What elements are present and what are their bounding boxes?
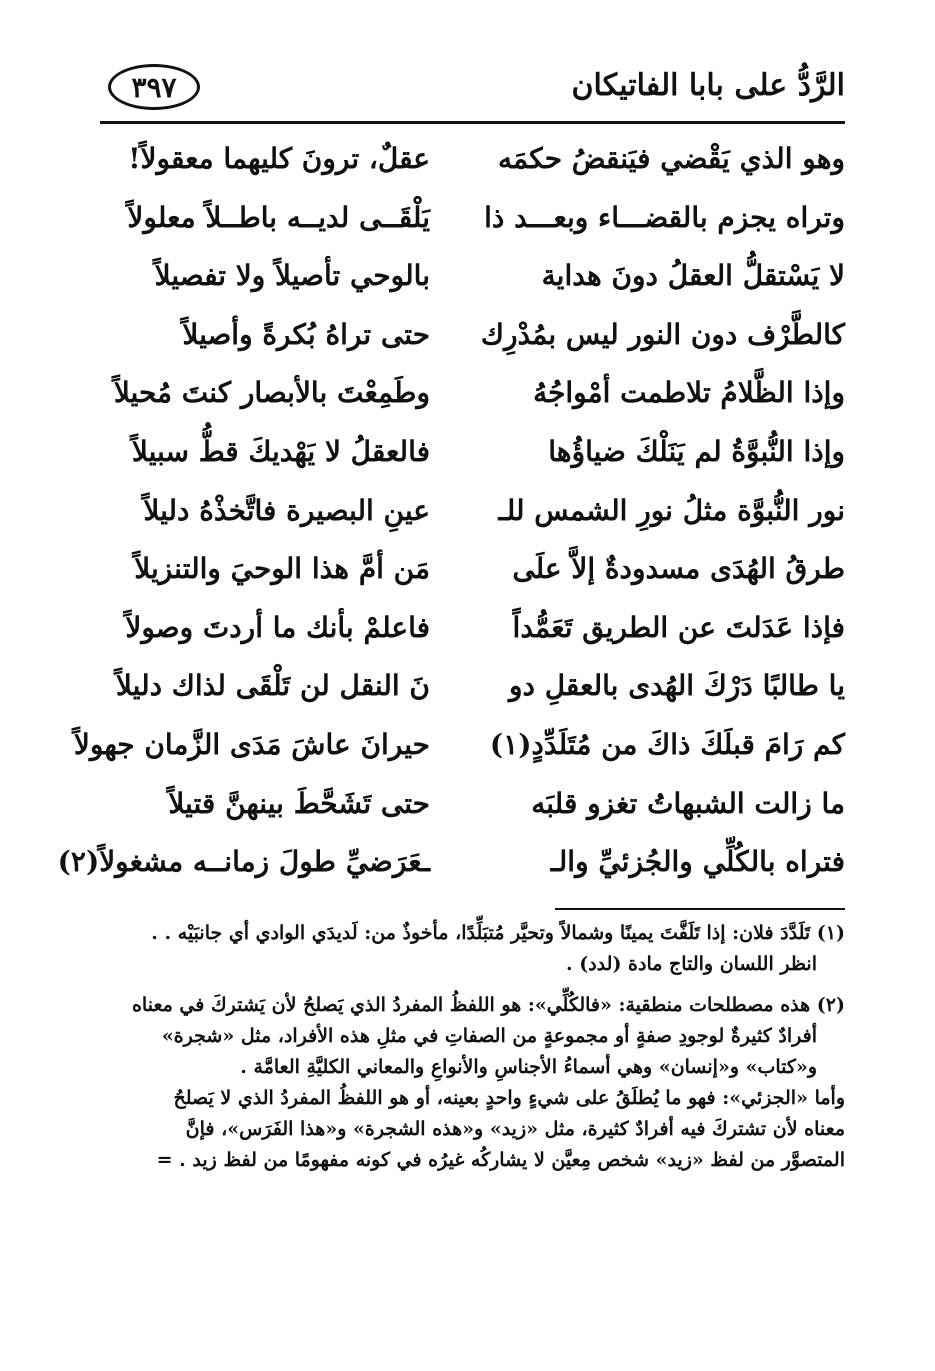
verse-first-hemistich: فإذا عَدَلتَ عن الطريق تَعَمُّداً bbox=[512, 610, 845, 644]
page-number: ٣٩٧ bbox=[108, 64, 200, 110]
verse-second-hemistich: نَ النقل لن تَلْقَى لذاك دليلاً bbox=[115, 669, 430, 703]
verse-second-hemistich: حتى تَشَحَّطَ بينهنَّ قتيلاً bbox=[168, 786, 430, 820]
verse-first-hemistich: لا يَسْتقلُّ العقلُ دونَ هداية bbox=[541, 259, 845, 293]
verse-second-hemistich: ـعَرَضيِّ طولَ زمانــه مشغولاً(٢) bbox=[57, 845, 430, 879]
verse bbox=[100, 607, 845, 666]
footnote-2-line: معناه لأن تشتركَ فيه أفرادٌ كثيرة، مثل «زيد» و«هذه الشجرة» و«هذا الفَرَس»، فإنَّ bbox=[185, 1118, 845, 1140]
verse-second-hemistich: وطَمِعْتَ بالأبصار كنتَ مُحيلاً bbox=[113, 376, 430, 410]
verse bbox=[100, 431, 845, 490]
verse-first-hemistich: يا طالبًا دَرْكَ الهُدى بالعقلِ دو bbox=[508, 669, 845, 703]
verse bbox=[100, 490, 845, 549]
verse-second-hemistich: فالعقلُ لا يَهْديكَ قطُّ سبيلاً bbox=[131, 434, 430, 468]
verse bbox=[100, 548, 845, 607]
footnote-2-line: المتصوَّر من لفظ «زيد» شخص مِعيَّن لا يشاركُه غيرُه في كونه مفهومًا من لفظ زيد . = bbox=[156, 1149, 845, 1171]
running-title: الرَّدُّ على بابا الفاتيكان bbox=[571, 68, 845, 103]
verse-first-hemistich: كم رَامَ قبلَكَ ذاكَ من مُتَلَدِّدٍ(١) bbox=[489, 727, 845, 761]
verse bbox=[100, 665, 845, 724]
footnote-gap bbox=[100, 980, 845, 990]
verse bbox=[100, 138, 845, 197]
verse bbox=[100, 197, 845, 256]
header-rule bbox=[100, 121, 845, 124]
verse-first-hemistich: وهو الذي يَقْضي فيَنقضُ حكمَه bbox=[498, 142, 845, 175]
footnote-2-line: (٢) هذه مصطلحات منطقية: «فالكُلِّي»: هو اللفظُ المفردُ الذي يَصلحُ لأن يَشتركَ في معناه bbox=[131, 994, 845, 1016]
verse bbox=[100, 372, 845, 431]
footnote-2-line: و«كتاب» و«إنسان» وهي أسماءُ الأجناسِ والأنواعِ والمعاني الكليَّةِ العامَّة . bbox=[240, 1056, 817, 1078]
verse bbox=[73, 724, 845, 783]
verse-second-hemistich: عقلٌ، ترونَ كليهما معقولاً! bbox=[128, 142, 430, 175]
verse-first-hemistich: وإذا النُّبوَّةُ لم يَنَلْكَ ضياؤُها bbox=[548, 434, 845, 468]
verse-second-hemistich: حيرانَ عاشَ مَدَى الزَّمان جهولاً bbox=[73, 727, 430, 761]
verse-second-hemistich: يَلْقَــى لديــه باطــلاً معلولاً bbox=[127, 200, 430, 234]
poem bbox=[57, 138, 845, 900]
verse-second-hemistich: مَن أمَّ هذا الوحيَ والتنزيلاً bbox=[134, 552, 430, 586]
page-header bbox=[100, 60, 845, 122]
footnote-separator bbox=[555, 908, 845, 910]
verse-first-hemistich: وإذا الظَّلامُ تلاطمت أمْواجُهُ bbox=[533, 376, 845, 410]
verse bbox=[57, 841, 845, 900]
verse-first-hemistich: ما زالت الشبهاتُ تغزو قلبَه bbox=[531, 786, 845, 820]
footnote-1-line: (١) تَلَدَّدَ فلان: إذا تَلَفَّتَ يمينًا وشمالاً وتحيَّر مُتبَلِّدًا، مأخوذٌ من: لَديدَي الوادي أي جانبَيْه . . bbox=[151, 922, 845, 944]
verse-first-hemistich: طرقُ الهُدَى مسدودةٌ إلاَّ علَى bbox=[512, 552, 845, 586]
verse bbox=[100, 783, 845, 842]
verse-first-hemistich: فتراه بالكُلِّي والجُزئيِّ والـ bbox=[550, 845, 845, 879]
footnotes bbox=[100, 918, 845, 1176]
verse-first-hemistich: وتراه يجزم بالقضـــاء وبعـــد ذا bbox=[484, 200, 845, 234]
verse bbox=[100, 255, 845, 314]
verse-second-hemistich: فاعلمْ بأنك ما أردتَ وصولاً bbox=[125, 610, 430, 644]
verse-second-hemistich: حتى تراهُ بُكرةً وأصيلاً bbox=[182, 317, 430, 351]
verse-first-hemistich: كالطَّرْف دون النور ليس بمُدْرِك bbox=[480, 317, 845, 351]
footnote-1-line: انظر اللسان والتاج مادة (لدد) . bbox=[566, 953, 817, 975]
verse-second-hemistich: عينِ البصيرة فاتَّخذْهُ دليلاً bbox=[143, 493, 430, 527]
footnote-2-line: أفرادٌ كثيرةٌ لوجودِ صفةٍ أو مجموعةٍ من الصفاتِ في مثلِ هذه الأفراد، مثل «شجرة» bbox=[161, 1025, 817, 1047]
verse-second-hemistich: بالوحي تأصيلاً ولا تفصيلاً bbox=[154, 259, 430, 293]
footnote-2-line: وأما «الجزئي»: فهو ما يُطلَقُ على شيءٍ واحدٍ بعينه، أو هو اللفظُ المفردُ الذي لا يَصلحُ bbox=[173, 1087, 845, 1109]
verse bbox=[100, 314, 845, 373]
verse-first-hemistich: نور النُّبوَّة مثلُ نورِ الشمس للـ bbox=[498, 493, 845, 527]
